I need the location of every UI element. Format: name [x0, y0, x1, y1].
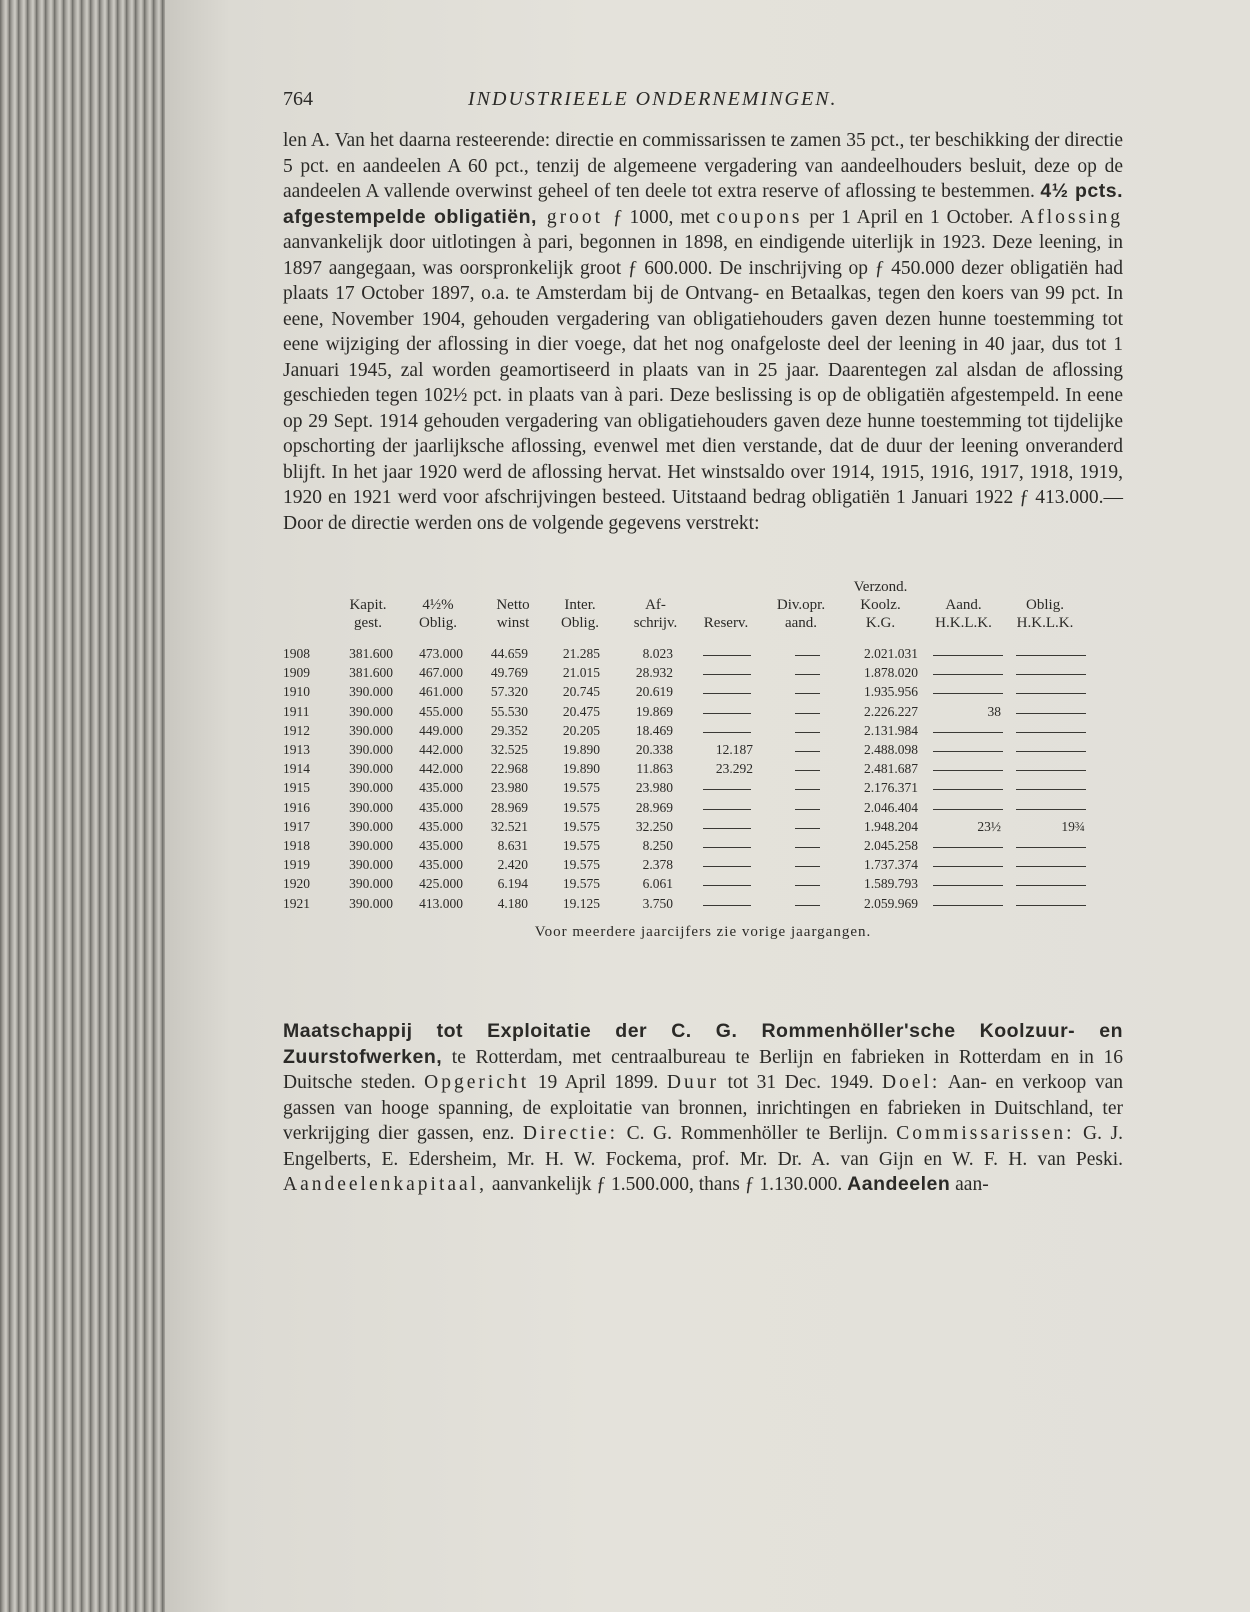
cell-inter: 20.745 [562, 684, 600, 700]
empty-dash [795, 655, 820, 656]
empty-dash [795, 828, 820, 829]
col-header-obligk: Oblig. H.K.L.K. [1016, 597, 1074, 631]
cell-kapit: 390.000 [349, 857, 393, 873]
table-row [283, 742, 1123, 761]
empty-dash [933, 693, 1003, 694]
empty-dash [933, 866, 1003, 867]
cell-year: 1914 [283, 761, 310, 777]
cell-af: 28.969 [635, 799, 673, 815]
cell-year: 1916 [283, 799, 310, 815]
cell-verzond: 2.045.258 [864, 838, 918, 853]
empty-dash [703, 905, 751, 906]
cell-verzond: 1.948.204 [864, 818, 918, 834]
cell-inter: 21.285 [562, 646, 600, 661]
cell-af: 32.250 [635, 818, 673, 834]
empty-dash [1016, 847, 1086, 848]
empty-dash [1016, 693, 1086, 694]
cell-verzond: 2.046.404 [864, 799, 918, 815]
spaced-term: Aandeelenkapitaal, [283, 1174, 487, 1195]
empty-dash [795, 885, 820, 886]
cell-af: 8.023 [642, 646, 673, 661]
empty-dash [795, 770, 820, 771]
cell-year: 1908 [283, 646, 310, 661]
empty-dash [1016, 751, 1086, 752]
cell-inter: 19.890 [562, 742, 600, 757]
cell-year: 1919 [283, 857, 310, 873]
empty-dash [1016, 885, 1086, 886]
table-row [283, 876, 1123, 895]
cell-verzond: 1.737.374 [864, 857, 918, 873]
empty-dash [933, 674, 1003, 675]
empty-dash [703, 866, 751, 867]
cell-kapit: 390.000 [349, 684, 393, 700]
cell-kapit: 390.000 [349, 703, 393, 719]
cell-netto: 32.525 [490, 742, 528, 757]
cell-inter: 19.575 [562, 780, 600, 796]
empty-dash [1016, 770, 1086, 771]
cell-af: 3.750 [642, 895, 673, 911]
cell-verzond: 2.059.969 [864, 895, 918, 911]
cell-oblig: 467.000 [419, 665, 463, 681]
spaced-term: Aflossing [1020, 206, 1123, 228]
col-header-oblig: 4½% Oblig. [419, 597, 457, 631]
cell-verzond: 2.021.031 [864, 646, 918, 661]
cell-kapit: 390.000 [349, 799, 393, 815]
table-row [283, 838, 1123, 857]
financial-table [283, 578, 1123, 918]
cell-af: 6.061 [642, 876, 673, 892]
empty-dash [933, 655, 1003, 656]
cell-inter: 20.475 [562, 703, 600, 719]
cell-netto: 8.631 [497, 838, 528, 853]
cell-netto: 49.769 [490, 665, 528, 681]
table-row [283, 723, 1123, 742]
text-segment: tot 31 Dec. 1949. [718, 1072, 883, 1093]
empty-dash [1016, 674, 1086, 675]
cell-af: 11.863 [636, 761, 673, 777]
cell-oblig: 435.000 [419, 799, 463, 815]
cell-oblig: 413.000 [419, 895, 463, 911]
empty-dash [1016, 866, 1086, 867]
cell-af: 23.980 [635, 780, 673, 796]
text-segment: Aan- en verkoop van gassen van hooge spanning, de exploitatie van bronnen, inrichtingen en fabrieken in Duitschland, ter verkrijging dier gassen, enz. [283, 1072, 1123, 1144]
empty-dash [933, 885, 1003, 886]
empty-dash [703, 847, 751, 848]
cell-verzond: 1.878.020 [864, 665, 918, 681]
spaced-term: Duur [666, 1072, 719, 1093]
cell-kapit: 390.000 [349, 780, 393, 796]
spaced-term: Doel: [882, 1072, 941, 1093]
cell-inter: 19.575 [562, 838, 600, 853]
empty-dash [1016, 809, 1086, 810]
cell-oblig: 435.000 [419, 857, 463, 873]
cell-netto: 32.521 [490, 818, 528, 834]
cell-inter: 20.205 [562, 722, 600, 738]
table-row [283, 646, 1123, 665]
cell-year: 1911 [283, 703, 310, 719]
cell-af: 2.378 [642, 857, 673, 873]
empty-dash [933, 789, 1003, 790]
empty-dash [795, 693, 820, 694]
cell-kapit: 390.000 [349, 895, 393, 911]
col-header-aand: Aand. H.K.L.K. [935, 597, 992, 631]
table-row [283, 857, 1123, 876]
cell-aand: 38 [987, 703, 1001, 719]
table-note: Voor meerdere jaarcijfers zie vorige jaargangen. [534, 924, 872, 940]
spaced-term: Directie: [522, 1123, 619, 1144]
table-row [283, 780, 1123, 799]
col-header-verzond: Verzond. Koolz. K.G. [853, 579, 908, 631]
table-row [283, 704, 1123, 723]
empty-dash [795, 866, 820, 867]
page-number: 764 [283, 88, 313, 110]
empty-dash [795, 713, 820, 714]
cell-year: 1913 [283, 742, 310, 757]
spaced-term: coupons [716, 206, 803, 228]
cell-netto: 22.968 [490, 761, 528, 777]
text-segment: C. G. Rommenhöller te Berlijn. [618, 1123, 897, 1144]
empty-dash [703, 674, 751, 675]
empty-dash [933, 847, 1003, 848]
cell-oblig: 473.000 [419, 646, 463, 661]
cell-af: 8.250 [642, 838, 673, 853]
text-segment: ƒ 1000, met [612, 206, 717, 228]
cell-kapit: 390.000 [349, 722, 393, 738]
cell-year: 1917 [283, 818, 310, 834]
text-segment: per 1 April en 1 October. [802, 206, 1021, 228]
empty-dash [1016, 732, 1086, 733]
table-row [283, 819, 1123, 838]
cell-verzond: 1.935.956 [864, 684, 918, 700]
running-title: INDUSTRIEELE ONDERNEMINGEN. [468, 88, 838, 110]
table-row [283, 665, 1123, 684]
cell-obligk: 19¾ [1061, 818, 1085, 834]
cell-year: 1909 [283, 665, 310, 681]
col-header-reserv: Reserv. [703, 615, 749, 631]
text-segment: len A. Van het daarna resteerende: directie en commissarissen te zamen 35 pct., ter beschikking der directie 5 pct. en aandeelen A 60 pct., tenzij de algemeene vergadering van aandeelhouders besluit, deze op de aandeelen A vallende overwinst geheel of ten deele tot extra reserve of aflossing te bestemmen. [283, 130, 1123, 202]
empty-dash [703, 828, 751, 829]
bond-heading: 4½ pcts. afgestempelde obligatiën, [283, 180, 1124, 228]
cell-inter: 19.575 [562, 857, 600, 873]
cell-year: 1918 [283, 838, 310, 853]
cell-verzond: 2.481.687 [864, 761, 918, 777]
col-header-netto: Netto winst [496, 597, 530, 631]
cell-oblig: 435.000 [419, 838, 463, 853]
cell-oblig: 455.000 [419, 703, 463, 719]
col-header-afschrijv: Af- schrijv. [633, 597, 678, 631]
cell-oblig: 442.000 [419, 761, 463, 777]
cell-inter: 21.015 [562, 665, 600, 681]
cell-verzond: 2.176.371 [864, 780, 918, 796]
cell-inter: 19.575 [562, 818, 600, 834]
empty-dash [933, 809, 1003, 810]
cell-inter: 19.575 [562, 799, 600, 815]
cell-af: 20.619 [635, 684, 673, 700]
text-segment: te Rotterdam, met centraalbureau te Berlijn en fabrieken in Rotterdam en in 16 Duitsche steden. [283, 1046, 1123, 1093]
empty-dash [795, 674, 820, 675]
cell-year: 1912 [283, 722, 310, 738]
cell-netto: 55.530 [490, 703, 528, 719]
cell-netto: 2.420 [497, 857, 528, 873]
cell-oblig: 425.000 [419, 876, 463, 892]
cell-netto: 23.980 [490, 780, 528, 796]
cell-oblig: 461.000 [419, 684, 463, 700]
cell-kapit: 390.000 [349, 742, 393, 757]
empty-dash [1016, 655, 1086, 656]
cell-kapit: 390.000 [349, 838, 393, 853]
col-header-inter: Inter. Oblig. [561, 597, 599, 631]
empty-dash [1016, 789, 1086, 790]
cell-af: 18.469 [635, 722, 673, 738]
empty-dash [795, 905, 820, 906]
page-content [283, 88, 1123, 1198]
cell-netto: 57.320 [490, 684, 528, 700]
empty-dash [703, 789, 751, 790]
empty-dash [795, 751, 820, 752]
cell-netto: 6.194 [497, 876, 528, 892]
empty-dash [933, 905, 1003, 906]
cell-netto: 29.352 [490, 722, 528, 738]
cell-kapit: 381.600 [349, 646, 393, 661]
cell-reserv: 12.187 [715, 742, 753, 757]
table-row [283, 761, 1123, 780]
empty-dash [795, 789, 820, 790]
empty-dash [703, 885, 751, 886]
cell-year: 1920 [283, 876, 310, 892]
book-page-edges [0, 0, 180, 1612]
cell-year: 1921 [283, 895, 310, 911]
text-segment: G. J. Engelberts, E. Edersheim, Mr. H. W. Fockema, prof. Mr. Dr. A. van Gijn en W. F. H. van Peski. [283, 1123, 1123, 1170]
page-header [283, 88, 1123, 128]
cell-inter: 19.125 [562, 895, 600, 911]
col-header-divopr: Div.opr. aand. [776, 597, 826, 631]
text-segment: aan- [950, 1174, 989, 1195]
empty-dash [703, 655, 751, 656]
cell-oblig: 435.000 [419, 818, 463, 834]
cell-oblig: 442.000 [419, 742, 463, 757]
empty-dash [795, 847, 820, 848]
cell-netto: 4.180 [497, 895, 528, 911]
empty-dash [933, 732, 1003, 733]
cell-verzond: 2.226.227 [864, 703, 918, 719]
cell-reserv: 23.292 [715, 761, 753, 777]
cell-oblig: 449.000 [419, 722, 463, 738]
cell-inter: 19.890 [562, 761, 600, 777]
empty-dash [1016, 713, 1086, 714]
cell-oblig: 435.000 [419, 780, 463, 796]
cell-af: 28.932 [635, 665, 673, 681]
empty-dash [933, 770, 1003, 771]
empty-dash [703, 713, 751, 714]
text-segment: aanvankelijk ƒ 1.500.000, thans ƒ 1.130.000. [486, 1174, 848, 1195]
paragraph-company [283, 1019, 1123, 1198]
company-name: Maatschappij tot Exploitatie der C. G. Rommenhöller'sche Koolzuur- en Zuurstofwerken, [283, 1020, 1123, 1068]
cell-kapit: 381.600 [349, 665, 393, 681]
empty-dash [703, 809, 751, 810]
paragraph-bonds [283, 128, 1123, 536]
cell-verzond: 2.488.098 [864, 742, 918, 757]
cell-kapit: 390.000 [349, 761, 393, 777]
shares-heading: Aandeelen [847, 1173, 951, 1195]
cell-verzond: 1.589.793 [864, 876, 918, 892]
cell-af: 19.869 [635, 703, 673, 719]
cell-aand: 23½ [977, 818, 1001, 834]
cell-inter: 19.575 [562, 876, 600, 892]
empty-dash [795, 809, 820, 810]
cell-verzond: 2.131.984 [864, 722, 918, 738]
cell-year: 1910 [283, 684, 310, 700]
col-header-kapit: Kapit. gest. [349, 597, 387, 631]
cell-kapit: 390.000 [349, 818, 393, 834]
spaced-term: Opgericht [424, 1072, 530, 1093]
spaced-term: groot [536, 206, 613, 228]
table-row [283, 800, 1123, 819]
cell-year: 1915 [283, 780, 310, 796]
cell-kapit: 390.000 [349, 876, 393, 892]
cell-af: 20.338 [635, 742, 673, 757]
empty-dash [933, 751, 1003, 752]
spaced-term: Commissarissen: [896, 1123, 1075, 1144]
empty-dash [703, 732, 751, 733]
empty-dash [703, 693, 751, 694]
table-row [283, 896, 1123, 915]
text-segment: 19 April 1899. [529, 1072, 667, 1093]
cell-netto: 28.969 [490, 799, 528, 815]
table-row [283, 684, 1123, 703]
book-page [165, 0, 1250, 1612]
empty-dash [1016, 905, 1086, 906]
cell-netto: 44.659 [490, 646, 528, 661]
empty-dash [795, 732, 820, 733]
text-segment: aanvankelijk door uitlotingen à pari, begonnen in 1898, en eindigende uiterlijk in 1923. Deze leening, in 1897 aangegaan, was oorspronkelijk groot ƒ 600.000. De inschrijving op ƒ 450.000 dezer obligatiën had plaats 17 October 1897, o.a. te Amsterdam bij de Ontvang- en Betaalkas, tegen den koers van 99 pct. In eene, November 1904, gehouden vergadering van obligatiehouders gaven dezen hunne toestemming tot eene wijziging der aflossing in dier voege, dat het nog onafgeloste deel der leening in 40 jaar, dus tot 1 Januari 1945, zal worden geamortiseerd in plaats van in 25 jaar. Daarentegen zal alsdan de aflossing geschieden tegen 102½ pct. in plaats van à pari. Deze beslissing is op de obligatiën afgestempeld. In eene op 29 Sept. 1914 gehouden vergadering van obligatiehouders gaven deze hunne toestemming tot tijdelijke opschorting der jaarlijksche aflossing, evenwel met dien verstande, dat de duur der leening onveranderd blijft. In het jaar 1920 werd de aflossing hervat. Het winstsaldo over 1914, 1915, 1916, 1917, 1918, 1919, 1920 en 1921 werd voor afschrijvingen besteed. Uitstaand bedrag obligatiën 1 Januari 1922 ƒ 413.000.— Door de directie werden ons de volgende gegevens verstrekt: [283, 232, 1123, 534]
